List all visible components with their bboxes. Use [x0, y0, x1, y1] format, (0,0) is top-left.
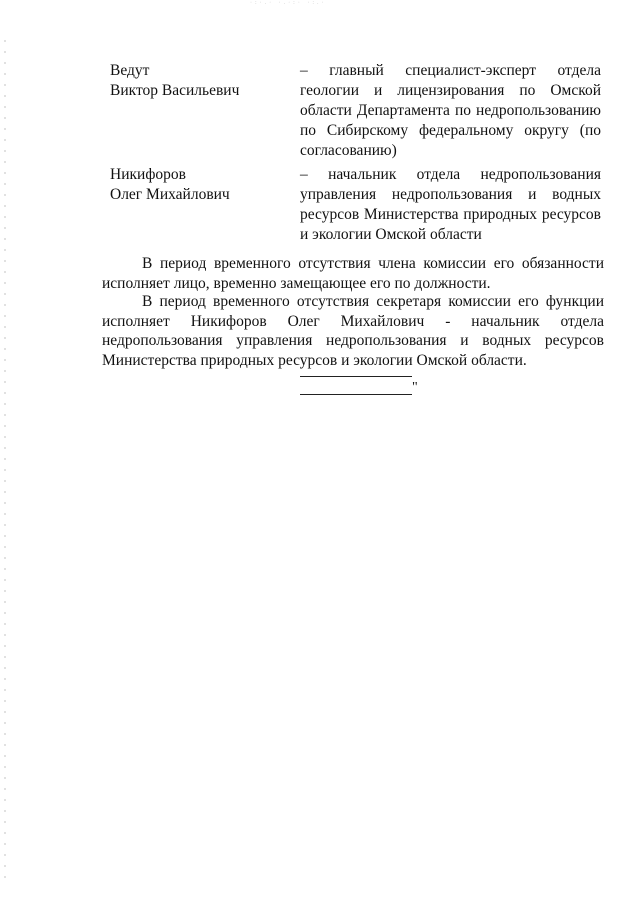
member-surname: Ведут: [110, 62, 150, 79]
member-given-names: Олег Михайлович: [110, 186, 230, 203]
closing-quote-mark: ": [412, 380, 418, 395]
role-line: по Сибирскому федеральному округу (по: [300, 122, 601, 139]
member-given-names: Виктор Васильевич: [110, 82, 240, 99]
role-line: области Департамента по недропользованию: [300, 102, 601, 119]
scan-artifact: ·:·.· ·.·:· ·:.·: [250, 0, 327, 6]
role-line: ресурсов Министерства природных ресурсов: [300, 206, 601, 223]
member-name: [110, 61, 290, 101]
role-line: и экологии Омской области: [300, 226, 482, 243]
closing-rule: [300, 376, 412, 377]
role-line: согласованию): [300, 142, 397, 159]
paragraph-line: В период временного отсутствия члена комиссии его обязанности: [142, 255, 604, 272]
role-line: – начальник отдела недропользования: [300, 166, 601, 183]
paragraph-line: исполняет Никифоров Олег Михайлович - начальник отдела: [102, 312, 604, 330]
body-paragraph: [102, 254, 604, 293]
member-surname: Никифоров: [110, 166, 186, 183]
member-name: [110, 165, 290, 205]
closing-rule: [300, 394, 412, 395]
scan-edge-artifact: [4, 40, 6, 880]
role-line: геологии и лицензирования по Омской: [300, 82, 601, 99]
closing-lines: [300, 376, 418, 400]
member-role: [300, 165, 601, 245]
paragraph-line: недропользования управления недропользования и водных ресурсов: [102, 332, 604, 349]
paragraph-line: исполняет лицо, временно замещающее его по должности.: [102, 274, 491, 292]
paragraph-line: В период временного отсутствия секретаря комиссии его функции: [142, 293, 604, 310]
body-paragraph: [102, 292, 604, 370]
role-line: управления недропользования и водных: [300, 186, 601, 203]
paragraph-line: Министерства природных ресурсов и экологии Омской области.: [102, 351, 527, 369]
member-role: [300, 61, 601, 161]
role-line: – главный специалист-эксперт отдела: [300, 62, 601, 79]
